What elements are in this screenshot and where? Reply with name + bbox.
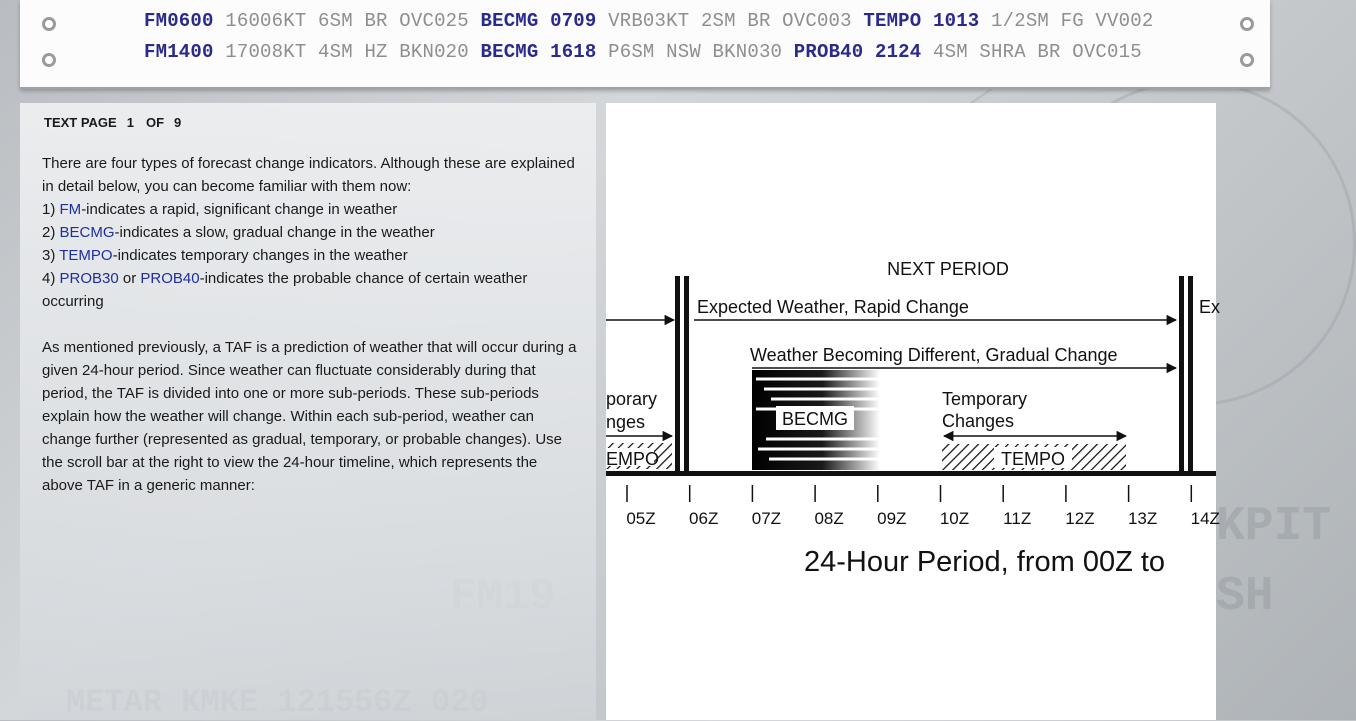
taf-tempo-group: TEMPO 1013 [863,10,980,32]
period-baseline [606,471,1216,476]
taf-line-1 [144,10,1153,32]
punch-hole-icon [1240,53,1254,67]
prob40-link[interactable]: PROB40 [140,270,200,287]
period-title: 24-Hour Period, from 00Z to [804,546,1166,578]
changes-label: Changes [942,411,1015,431]
left-changes-label: nges [606,412,646,432]
lesson-text-body [42,152,577,497]
page-indicator [44,115,191,130]
page-current: 1 [126,115,134,130]
becmg-block-label: BECMG [781,409,849,429]
taf-becmg-group: BECMG 1618 [480,41,597,63]
taf-line-2 [144,41,1142,63]
page-total: 9 [174,115,182,130]
punch-hole-icon [1240,17,1254,31]
intro-paragraph: There are four types of forecast change indicators. Although these are explained in detail below, you can become familiar with them now: [42,155,575,195]
item-text: or [118,270,141,287]
period-boundary-left [675,276,689,474]
next-period-label: NEXT PERIOD [887,259,1009,279]
item-text: -indicates temporary changes in the weather [112,247,408,264]
timeline-diagram [606,103,1221,720]
tempo-link[interactable]: TEMPO [59,247,113,264]
becoming-label: Weather Becoming Different, Gradual Change [750,345,1118,365]
taf-weather: 1/2SM FG VV002 [991,10,1154,32]
punch-hole-icon [42,17,56,31]
timeline-tick-label: 12Z [1065,509,1095,528]
timeline-tick-label: 09Z [877,509,907,528]
tempo-block-label: TEMPO [1000,449,1066,469]
timeline-tick-label: 07Z [751,509,782,528]
timeline-tick-label: 08Z [814,509,844,528]
taf-weather: P6SM NSW BKN030 [608,41,783,63]
timeline-tick-label: 10Z [939,509,970,528]
indicator-item [42,267,577,313]
taf-fm-group: FM0600 [144,10,214,32]
becmg-link[interactable]: BECMG [59,224,115,241]
item-text: -indicates a rapid, significant change in weather [81,201,398,218]
page-of-label: OF [145,115,165,130]
timeline-tick-label: 06Z [689,509,719,528]
prob30-link[interactable]: PROB30 [59,270,119,287]
taf-becmg-group: BECMG 0709 [480,10,597,32]
item-text: -indicates a slow, gradual change in the weather [114,224,435,241]
lesson-text-panel [20,103,596,720]
item-number: 1) [42,201,60,218]
indicator-item [42,244,577,267]
timeline-tick-label: 11Z [1003,509,1032,528]
punch-hole-icon [42,53,56,67]
timeline-diagram-panel[interactable] [606,103,1221,720]
background-watermark-right: KPIT [1216,500,1332,554]
indicator-item [42,221,577,244]
taf-explanation-paragraph: As mentioned previously, a TAF is a prediction of weather that will occur during a given 24-hour period. Since weather can fluctuate considerably during that period, the TAF is divided into one or more sub-periods. These sub-periods explain how the weather will change. Within each sub-period, weather can change further (represented as gradual, temporary, or probable changes). Use the scroll bar at the right to view the 24-hour timeline, which represents the above TAF in a generic manner: [42,339,577,494]
indicator-item [42,198,577,221]
expected-weather-label-next: Ex [1199,297,1221,317]
timeline-tick-label: 13Z [1127,509,1158,528]
background-watermark-right-2: SH [1216,570,1274,624]
taf-prob-group: PROB40 2124 [793,41,922,63]
taf-weather: 17008KT 4SM HZ BKN020 [225,41,469,63]
becmg-block [752,370,880,470]
page-label: TEXT PAGE [44,115,117,130]
item-number: 2) [42,224,60,241]
left-temporary-label: porary [606,389,658,409]
temporary-label: Temporary [942,389,1028,409]
timeline-tick-label: 14Z [1190,509,1220,528]
taf-weather: 16006KT 6SM BR OVC025 [225,10,469,32]
fm-link[interactable]: FM [59,201,82,218]
taf-report-strip [20,0,1270,89]
item-text: -indicates the probable chance of certain weather occurring [42,270,528,310]
item-number: 4) [42,270,60,287]
taf-weather: VRB03KT 2SM BR OVC003 [608,10,852,32]
taf-weather: 4SM SHRA BR OVC015 [933,41,1142,63]
timeline-tick-label: 05Z [626,509,656,528]
left-tempo-label: EMPO [606,449,660,469]
timeline-ticks [626,485,1220,528]
item-number: 3) [42,247,60,264]
taf-fm-group: FM1400 [144,41,214,63]
period-boundary-right [1179,276,1193,474]
expected-weather-label: Expected Weather, Rapid Change [697,297,969,317]
